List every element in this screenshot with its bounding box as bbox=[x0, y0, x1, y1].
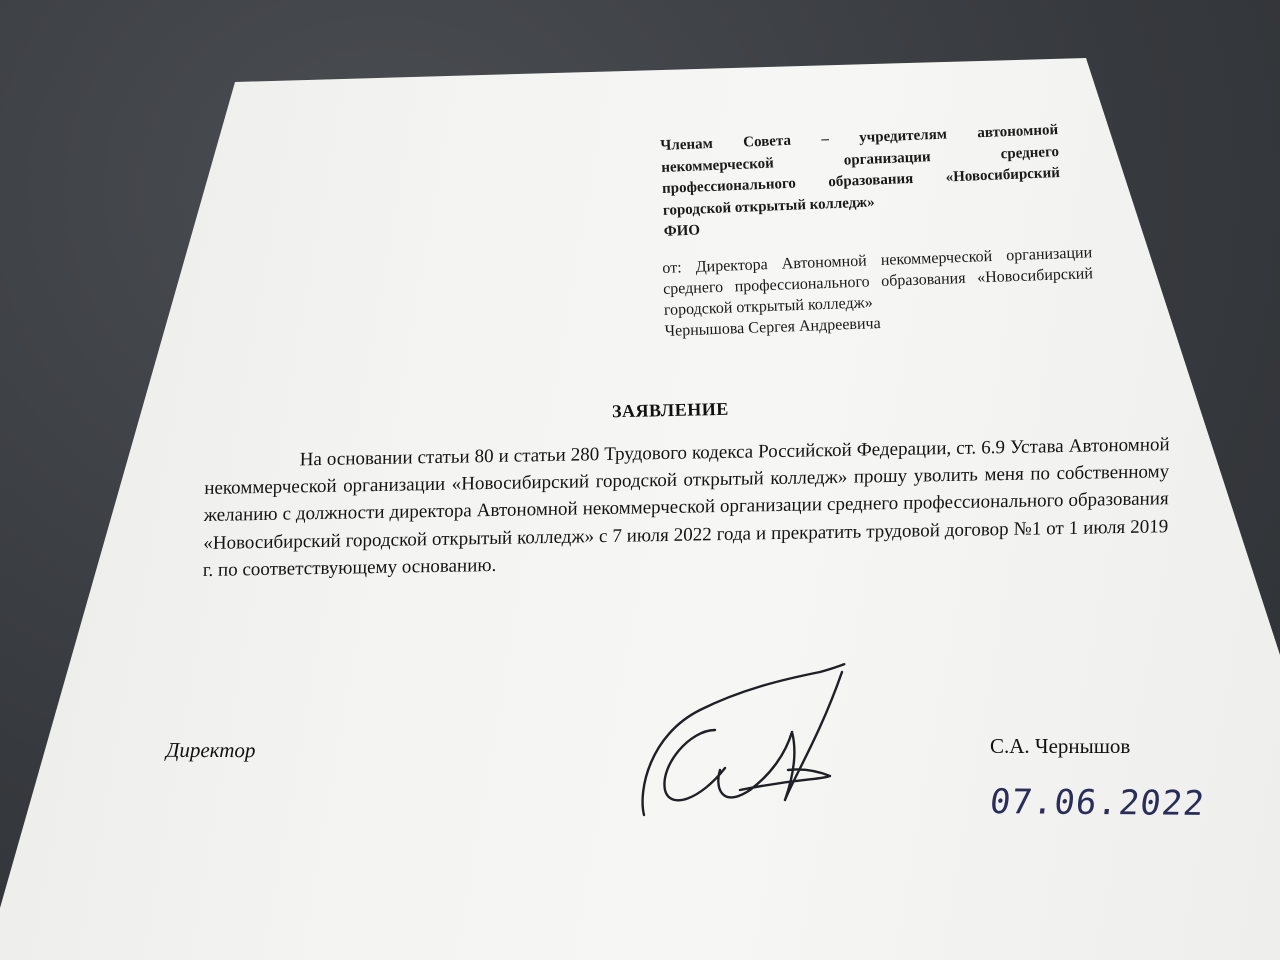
document-title: ЗАЯВЛЕНИЕ bbox=[611, 398, 729, 422]
handwritten-date: 07.06.2022 bbox=[987, 782, 1207, 824]
handwritten-signature bbox=[620, 650, 880, 850]
addressee-fio: ФИО bbox=[663, 222, 701, 240]
signer-role: Директор bbox=[165, 737, 256, 763]
signer-name: С.А. Чернышов bbox=[990, 734, 1131, 758]
sender-block bbox=[662, 242, 1095, 342]
addressee-block bbox=[660, 120, 1062, 243]
sender-text: от: Директора Автономной некоммерческой организации среднего профессионального образования «Новосибирский городской открытый колледж» bbox=[662, 244, 1094, 319]
statement-body: На основании статьи 80 и статьи 280 Трудового кодекса Российской Федерации, ст. 6.9 Устава Автономной некоммерческой организации «Новосибирский городской открытый колледж» прошу уволить меня по собственному желанию с должности директора Автономной некоммерческой организации среднего профессионального образования «Новосибирский городской открытый колледж» с 7 июля 2022 года и прекратить трудовой договор №1 от 1 июля 2019 г. по соответствующему основанию. bbox=[202, 434, 1170, 581]
addressee-text: Членам Совета – учредителям автономной некоммерческой организации среднего профессионального образования «Новосибирский городской открытый колледж» bbox=[660, 122, 1061, 219]
sender-name: Чернышова Сергея Андреевича bbox=[664, 315, 881, 340]
